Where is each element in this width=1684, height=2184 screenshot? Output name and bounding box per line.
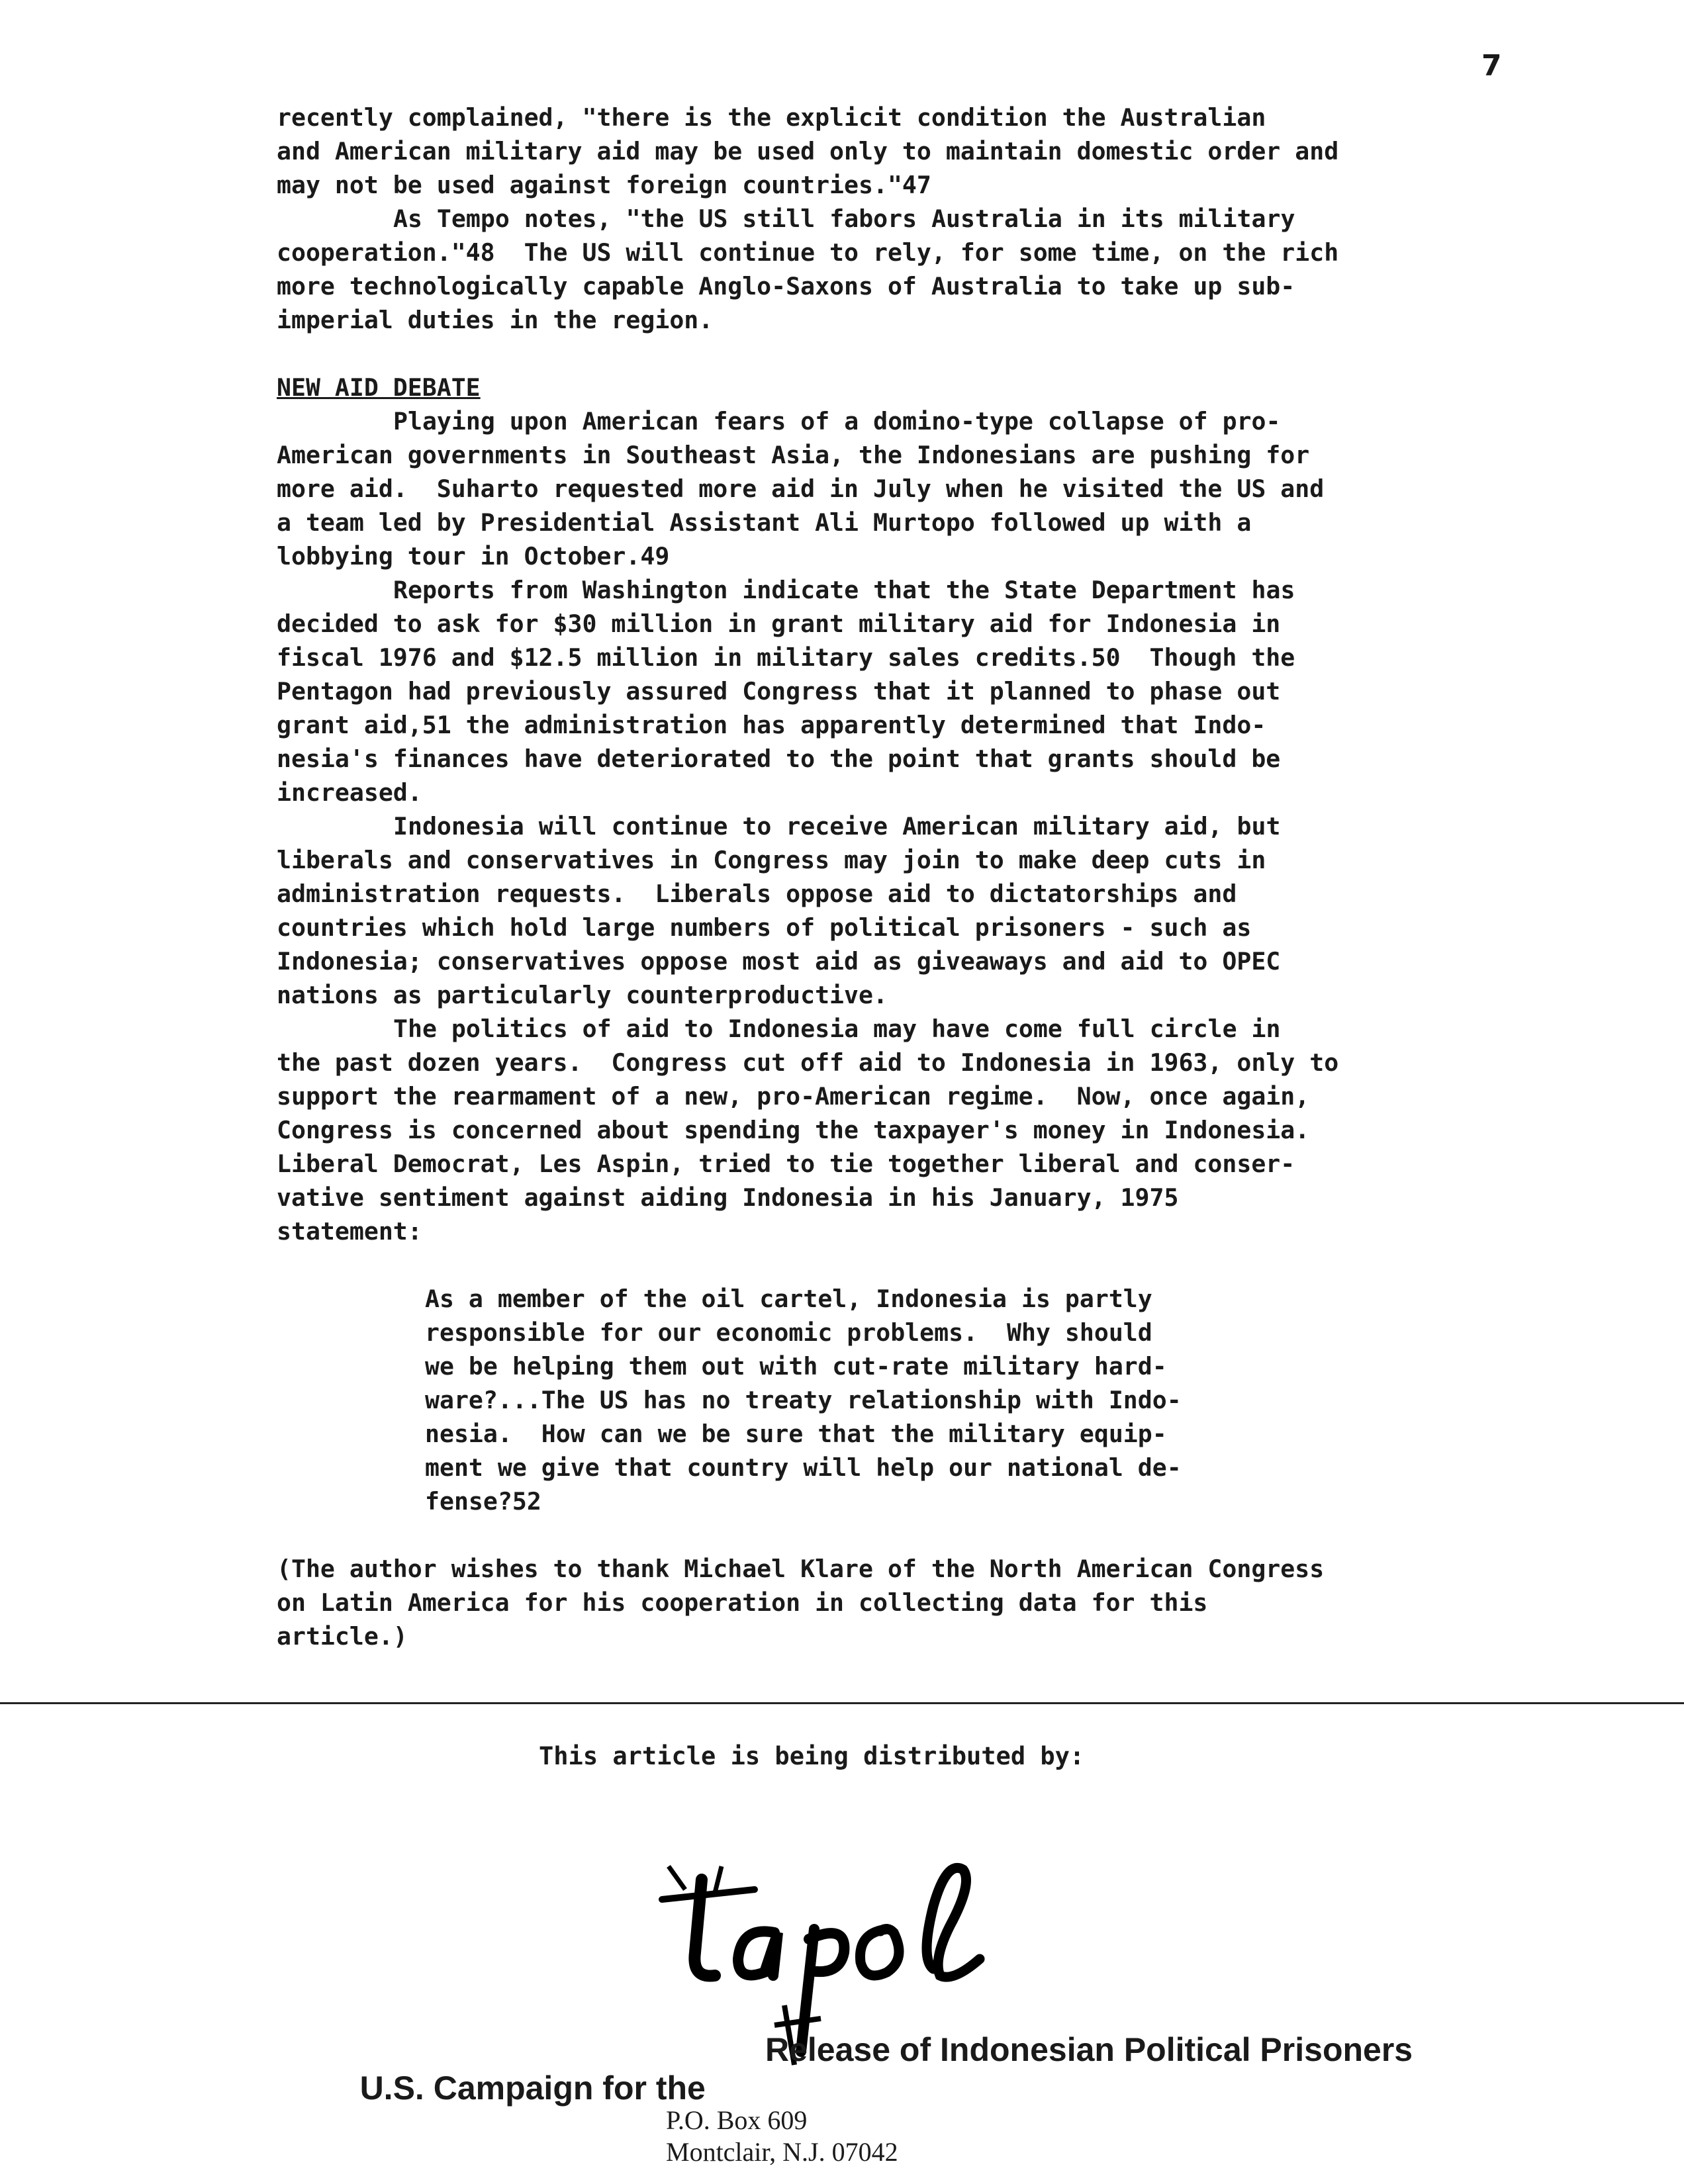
address-line-2: Montclair, N.J. 07042 <box>666 2137 898 2167</box>
text-line: statement: <box>277 1217 422 1246</box>
quote-line: we be helping them out with cut-rate military hard- <box>425 1352 1167 1381</box>
quote-line: nesia. How can we be sure that the military equip- <box>425 1420 1167 1448</box>
text-line: more aid. Suharto requested more aid in July when he visited the US and <box>277 475 1325 503</box>
text-line: Indonesia; conservatives oppose most aid as giveaways and aid to OPEC <box>277 947 1281 976</box>
text-line: vative sentiment against aiding Indonesia in his January, 1975 <box>277 1183 1179 1212</box>
section-heading: NEW AID DEBATE <box>277 373 481 402</box>
text-line: Liberal Democrat, Les Aspin, tried to tie together liberal and conser- <box>277 1150 1295 1178</box>
text-line: the past dozen years. Congress cut off aid to Indonesia in 1963, only to <box>277 1048 1339 1077</box>
distributed-by-text: This article is being distributed by: <box>539 1742 1085 1770</box>
text-line: Indonesia will continue to receive American military aid, but <box>393 812 1281 841</box>
text-line: Congress is concerned about spending the taxpayer's money in Indonesia. <box>277 1116 1310 1144</box>
campaign-right-text: Release of Indonesian Political Prisoners <box>765 2031 1413 2068</box>
text-line: administration requests. Liberals oppose aid to dictatorships and <box>277 880 1237 908</box>
quote-line: responsible for our economic problems. Why should <box>425 1318 1152 1347</box>
text-line: American governments in Southeast Asia, the Indonesians are pushing for <box>277 441 1310 469</box>
address-line-1: P.O. Box 609 <box>666 2105 808 2135</box>
text-line: Reports from Washington indicate that the State Department has <box>393 576 1295 604</box>
block-quote <box>425 1282 1515 1518</box>
text-line: article.) <box>277 1622 408 1651</box>
text-line: decided to ask for $30 million in grant military aid for Indonesia in <box>277 610 1281 638</box>
text-line: nations as particularly counterproductive. <box>277 981 888 1009</box>
text-line: increased. <box>277 778 422 807</box>
paragraph-4 <box>277 1012 1515 1248</box>
paragraph-tempo <box>277 202 1515 337</box>
text-line: As Tempo notes, "the US still fabors Australia in its military <box>393 205 1295 233</box>
text-line: fiscal 1976 and $12.5 million in military sales credits.50 Though the <box>277 643 1295 672</box>
page-number: 7 <box>1481 49 1502 83</box>
text-line: Pentagon had previously assured Congress that it planned to phase out <box>277 677 1281 705</box>
quote-line: fense?52 <box>425 1487 541 1516</box>
text-line: The politics of aid to Indonesia may have come full circle in <box>393 1015 1281 1043</box>
text-line: lobbying tour in October.49 <box>277 542 670 570</box>
paragraph-3 <box>277 809 1515 1012</box>
campaign-left-text: U.S. Campaign for the <box>359 2070 706 2107</box>
spacer <box>277 1518 1515 1552</box>
quote-line: ment we give that country will help our national de- <box>425 1453 1182 1482</box>
quote-line: As a member of the oil cartel, Indonesia is partly <box>425 1285 1152 1313</box>
text-line: grant aid,51 the administration has apparently determined that Indo- <box>277 711 1266 739</box>
horizontal-divider <box>0 1702 1684 1704</box>
paragraph-1 <box>277 404 1515 573</box>
text-line: cooperation."48 The US will continue to rely, for some time, on the rich <box>277 238 1339 267</box>
text-line: liberals and conservatives in Congress may join to make deep cuts in <box>277 846 1266 874</box>
mailing-address <box>666 2105 898 2168</box>
text-line: recently complained, "there is the explicit condition the Australian <box>277 103 1266 132</box>
text-line: (The author wishes to thank Michael Klare of the North American Congress <box>277 1555 1325 1583</box>
text-line: nesia's finances have deteriorated to the point that grants should be <box>277 745 1281 773</box>
paragraph-continuation <box>277 101 1515 202</box>
text-line: a team led by Presidential Assistant Ali Murtopo followed up with a <box>277 508 1252 537</box>
text-line: support the rearmament of a new, pro-American regime. Now, once again, <box>277 1082 1310 1111</box>
quote-line: ware?...The US has no treaty relationship with Indo- <box>425 1386 1182 1414</box>
spacer <box>277 1248 1515 1282</box>
campaign-title <box>323 2030 1475 2184</box>
text-line: may not be used against foreign countries."47 <box>277 171 931 199</box>
text-line: imperial duties in the region. <box>277 306 714 334</box>
text-line: countries which hold large numbers of political prisoners - such as <box>277 913 1252 942</box>
acknowledgement <box>277 1552 1515 1653</box>
text-line: more technologically capable Anglo-Saxons of Australia to take up sub- <box>277 272 1295 300</box>
article-body <box>277 101 1515 1653</box>
paragraph-2 <box>277 573 1515 809</box>
text-line: Playing upon American fears of a domino-type collapse of pro- <box>393 407 1281 435</box>
text-line: and American military aid may be used only to maintain domestic order and <box>277 137 1339 165</box>
text-line: on Latin America for his cooperation in collecting data for this <box>277 1588 1208 1617</box>
